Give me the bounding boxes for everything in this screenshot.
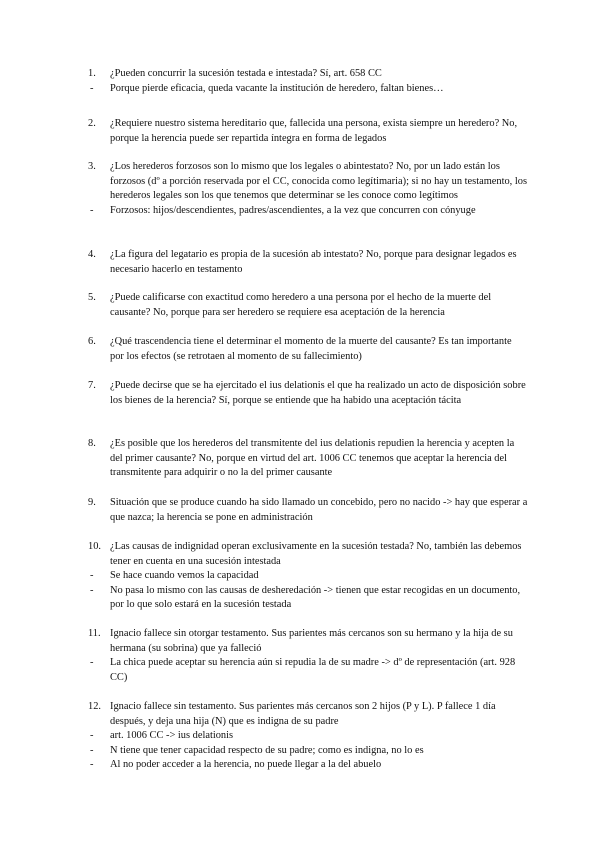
question-text: ¿Es posible que los herederos del transmitente del ius delationis repudien la herencia y acepten la del primer causante? No, porque en virtud del art. 1006 CC tenemos que aceptar la herencia del transmitente para adquirir o no la del primer causante — [110, 438, 515, 479]
bullet-text: La chica puede aceptar su herencia aún si repudia la de su madre -> dº de representación (art. 928 CC) — [110, 657, 516, 683]
question-row — [88, 379, 528, 408]
bullet-dash: - — [90, 730, 94, 742]
question-number: 6. — [88, 336, 96, 347]
question-text: Situación que se produce cuando ha sido llamado un concebido, pero no nacido -> hay que esperar a que nazca; la herencia se pone en administración — [110, 497, 528, 523]
question-number: 5. — [88, 292, 96, 303]
question-row — [88, 540, 528, 569]
bullet-dash: - — [90, 204, 94, 216]
question-text: ¿Los herederos forzosos son lo mismo que los legales o abintestato? No, por un lado están los forzosos (dº a porción reservada por el CC, conocida como legítimaria); si no hay un testamento, los herederos legales son los que tenemos que determinar se les conoce como legítimos — [110, 161, 528, 202]
question-5 — [88, 291, 528, 320]
question-4 — [88, 248, 528, 277]
question-3 — [88, 160, 528, 218]
question-1 — [88, 67, 528, 96]
question-text: ¿Qué trascendencia tiene el determinar el momento de la muerte del causante? Es tan importante por los efectos (se retrotaen al momento de su fallecimiento) — [110, 336, 512, 362]
bullet-row — [88, 656, 528, 685]
bullet-text: No pasa lo mismo con las causas de desheredación -> tienen que estar recogidas en un documento, por lo que solo estará en la sucesión testada — [110, 584, 521, 611]
question-row — [88, 437, 528, 481]
bullet-row — [88, 744, 528, 759]
bullet-text: Al no poder acceder a la herencia, no puede llegar a la del abuelo — [110, 759, 382, 771]
bullet-dash: - — [90, 744, 94, 756]
question-10 — [88, 540, 528, 613]
question-number: 1. — [88, 68, 96, 79]
question-row — [88, 335, 528, 364]
question-text: ¿La figura del legatario es propia de la sucesión ab intestato? No, porque para designar legados es necesario hacerlo en testamento — [110, 249, 517, 275]
question-row — [88, 160, 528, 204]
question-number: 2. — [88, 118, 96, 129]
question-text: ¿Pueden concurrir la sucesión testada e intestada? Sí, art. 658 CC — [110, 68, 382, 79]
bullet-text: Se hace cuando vemos la capacidad — [110, 570, 259, 582]
question-text: ¿Las causas de indignidad operan exclusivamente en la sucesión testada? No, también las debemos tener en cuenta en una sucesión intestada — [110, 541, 522, 567]
bullet-text: Porque pierde eficacia, queda vacante la institución de heredero, faltan bienes… — [110, 82, 444, 94]
question-text: ¿Requiere nuestro sistema hereditario que, fallecida una persona, exista siempre un heredero? No, porque la herencia puede ser repartida íntegra en forma de legados — [110, 118, 518, 144]
question-7 — [88, 379, 528, 408]
bullet-text: Forzosos: hijos/descendientes, padres/ascendientes, a la vez que concurren con cónyuge — [110, 204, 476, 216]
bullet-dash: - — [90, 759, 94, 771]
question-row — [88, 291, 528, 320]
bullet-dash: - — [90, 82, 94, 94]
bullet-row — [88, 569, 528, 584]
bullet-row — [88, 758, 528, 773]
question-number: 11. — [88, 628, 101, 639]
bullet-dash: - — [90, 657, 94, 669]
question-number: 10. — [88, 541, 101, 552]
question-text: Ignacio fallece sin testamento. Sus parientes más cercanos son 2 hijos (P y L). P fallece 1 día después, y deja una hija (N) que es indigna de su padre — [110, 701, 496, 727]
question-row — [88, 627, 528, 656]
bullet-row — [88, 82, 528, 97]
bullet-row — [88, 729, 528, 744]
question-number: 8. — [88, 438, 96, 449]
bullet-row — [88, 204, 528, 219]
question-8 — [88, 437, 528, 481]
bullet-text: N tiene que tener capacidad respecto de su padre; como es indigna, no lo es — [110, 744, 424, 756]
question-9 — [88, 496, 528, 525]
question-text: Ignacio fallece sin otorgar testamento. Sus parientes más cercanos son su hermano y la hija de su hermana (su sobrina) que ya falleció — [110, 628, 513, 654]
bullet-dash: - — [90, 584, 94, 596]
question-number: 3. — [88, 161, 96, 172]
question-row — [88, 117, 528, 146]
question-2 — [88, 117, 528, 146]
question-text: ¿Puede decirse que se ha ejercitado el ius delationis el que ha realizado un acto de disposición sobre los bienes de la herencia? Sí, porque se entiende que ha habido una aceptación tácita — [110, 380, 526, 406]
question-row — [88, 248, 528, 277]
question-row — [88, 67, 528, 82]
bullet-text: art. 1006 CC -> ius delationis — [110, 730, 234, 742]
question-11 — [88, 627, 528, 685]
bullet-row — [88, 584, 528, 613]
question-row — [88, 700, 528, 729]
question-number: 12. — [88, 701, 101, 712]
question-6 — [88, 335, 528, 364]
question-text: ¿Puede calificarse con exactitud como heredero a una persona por el hecho de la muerte del causante? No, porque para ser heredero se requiere esa aceptación de la herencia — [110, 292, 492, 318]
question-number: 4. — [88, 249, 96, 260]
question-row — [88, 496, 528, 525]
question-number: 7. — [88, 380, 96, 391]
question-number: 9. — [88, 497, 96, 508]
bullet-dash: - — [90, 570, 94, 582]
question-12 — [88, 700, 528, 773]
